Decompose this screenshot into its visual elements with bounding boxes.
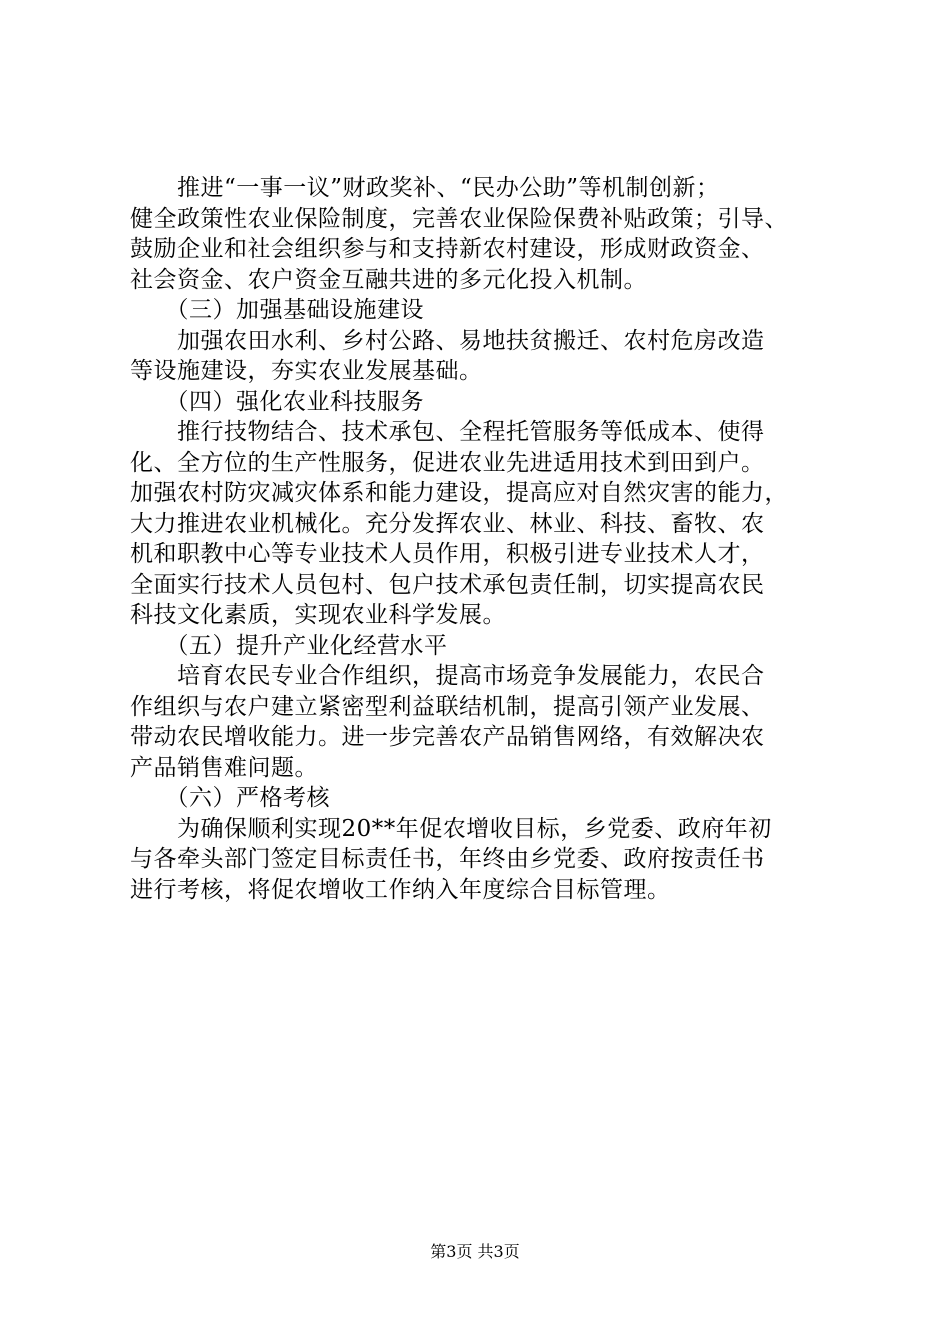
text-line: 产品销售难问题。	[130, 754, 318, 781]
text-line: 带动农民增收能力。进一步完善农产品销售网络，有效解决农	[130, 724, 765, 750]
text-line: 作组织与农户建立紧密型利益联结机制，提高引领产业发展、	[130, 693, 765, 720]
document-body	[130, 173, 820, 905]
text-line: 为确保顺利实现20**年促农增收目标，乡党委、政府年初	[130, 815, 772, 842]
text-line: 大力推进农业机械化。充分发挥农业、林业、科技、畜牧、农	[130, 510, 765, 537]
section-heading: （五）提升产业化经营水平	[130, 632, 448, 659]
page-number-footer: 第3页 共3页	[430, 1242, 520, 1261]
text-line: 进行考核，将促农增收工作纳入年度综合目标管理。	[130, 876, 671, 903]
text-line: 推进“一事一议”财政奖补、“民办公助”等机制创新；	[130, 175, 720, 201]
text-line: 机和职教中心等专业技术人员作用，积极引进专业技术人才，	[130, 541, 765, 567]
text-line: 推行技物结合、技术承包、全程托管服务等低成本、使得	[130, 419, 765, 445]
text-line: 等设施建设，夯实农业发展基础。	[130, 358, 483, 384]
text-line: 社会资金、农户资金互融共进的多元化投入机制。	[130, 266, 647, 293]
text-line: 加强农村防灾减灾体系和能力建设，提高应对自然灾害的能力，	[130, 480, 788, 506]
text-line: 与各牵头部门签定目标责任书，年终由乡党委、政府按责任书	[130, 846, 765, 872]
text-line: 加强农田水利、乡村公路、易地扶贫搬迁、农村危房改造	[130, 327, 765, 354]
text-line: 化、全方位的生产性服务，促进农业先进适用技术到田到户。	[130, 449, 765, 476]
section-heading: （六）严格考核	[130, 785, 330, 811]
text-line: 科技文化素质，实现农业科学发展。	[130, 602, 506, 628]
section-heading: （三）加强基础设施建设	[130, 297, 424, 323]
text-line: 培育农民专业合作组织，提高市场竞争发展能力，农民合	[130, 663, 765, 689]
text-line: 鼓励企业和社会组织参与和支持新农村建设，形成财政资金、	[130, 236, 765, 262]
text-line: 全面实行技术人员包村、包户技术承包责任制，切实提高农民	[130, 571, 765, 598]
text-line: 健全政策性农业保险制度，完善农业保险保费补贴政策；引导、	[130, 205, 788, 232]
section-heading: （四）强化农业科技服务	[130, 388, 424, 415]
